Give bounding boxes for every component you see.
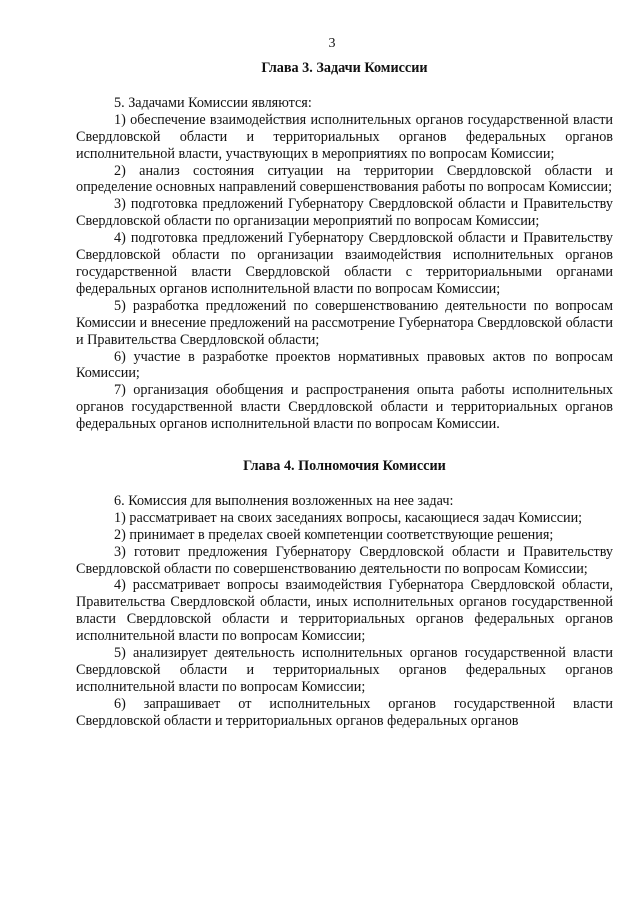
chapter-4-paragraph: 2) принимает в пределах своей компетенции соответствующие решения; [114, 526, 554, 543]
page-number: 3 [328, 36, 336, 51]
chapter-4-paragraph: 4) рассматривает вопросы взаимодействия Губернатора Свердловской области, Правительства Свердловской области, иных исполнительных органов государственной власти Свердловской области и территориальных органов федеральных органов исполнительной власти по вопросам Комиссии; [76, 577, 613, 645]
chapter-3-paragraph: 4) подготовка предложений Губернатору Свердловской области и Правительству Свердловской области по организации взаимодействия исполнительных органов государственной власти Свердловской области с территориальными органами федеральных органов исполнительной власти по вопросам Комиссии; [76, 230, 613, 297]
chapter-4-paragraph: 5) анализирует деятельность исполнительных органов государственной власти Свердловской области и территориальных органов федеральных органов исполнительной власти по вопросам Комиссии; [76, 645, 613, 695]
chapter-4-heading: Глава 4. Полномочия Комиссии [243, 458, 446, 475]
chapter-3-paragraph: 2) анализ состояния ситуации на территории Свердловской области и определение основных направлений совершенствования работы по вопросам Комиссии; [76, 162, 613, 196]
chapter-3-paragraph: 5. Задачами Комиссии являются: [114, 94, 312, 111]
chapter-3-paragraph: 7) организация обобщения и распространения опыта работы исполнительных органов государственной власти Свердловской области и территориальных органов федеральных органов исполнительной власти по вопросам Комиссии. [76, 382, 613, 433]
chapter-3-paragraph: 5) разработка предложений по совершенствованию деятельности по вопросам Комиссии и внесение предложений на рассмотрение Губернатора Свердловской области и Правительства Свердловской области; [76, 297, 613, 348]
chapter-4-paragraph: 6. Комиссия для выполнения возложенных на нее задач: [114, 492, 454, 509]
chapter-4-paragraph: 6) запрашивает от исполнительных органов государственной власти Свердловской области и территориальных органов федеральных органов [76, 695, 613, 729]
chapter-4-paragraph: 1) рассматривает на своих заседаниях вопросы, касающиеся задач Комиссии; [114, 509, 583, 526]
chapter-3-paragraph: 1) обеспечение взаимодействия исполнительных органов государственной власти Свердловской области и территориальных органов федеральных органов исполнительной власти, участвующих в мероприятиях по вопросам Комиссии; [76, 111, 613, 162]
chapter-4-paragraph: 3) готовит предложения Губернатору Свердловской области и Правительству Свердловской области по совершенствованию деятельности по вопросам Комиссии; [76, 543, 613, 577]
chapter-3-heading: Глава 3. Задачи Комиссии [261, 60, 428, 76]
chapter-3-paragraph: 3) подготовка предложений Губернатору Свердловской области и Правительству Свердловской области по организации мероприятий по вопросам Комиссии; [76, 196, 613, 230]
document-body [76, 60, 613, 730]
chapter-3-paragraph: 6) участие в разработке проектов нормативных правовых актов по вопросам Комиссии; [76, 348, 613, 382]
